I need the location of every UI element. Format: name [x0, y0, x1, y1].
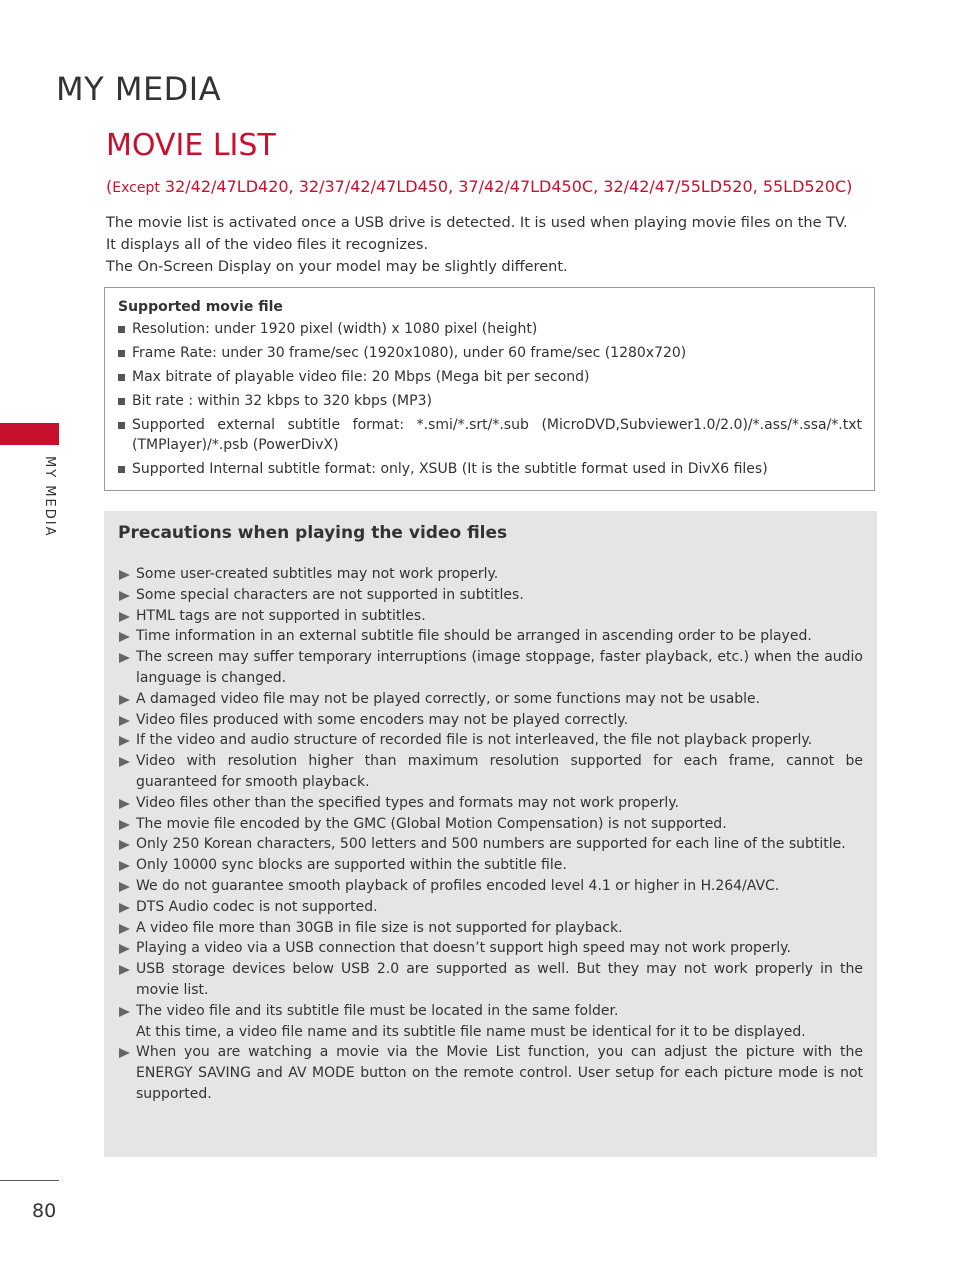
- list-item-text: Time information in an external subtitle file should be arranged in ascending order to be played.: [136, 628, 812, 645]
- supported-list: [118, 319, 862, 479]
- list-item-text: USB storage devices below USB 2.0 are supported as well. But they may not work properly in the movie list.: [136, 961, 863, 998]
- page-number: 80: [32, 1200, 57, 1222]
- triangle-arrow-icon: [119, 695, 130, 705]
- triangle-arrow-icon: [119, 799, 130, 809]
- list-item-text: Bit rate : within 32 kbps to 320 kbps (MP3): [132, 393, 432, 409]
- list-item: [118, 814, 863, 835]
- list-item: [118, 897, 863, 918]
- intro-text: [106, 212, 874, 278]
- list-item-text: Video files produced with some encoders may not be played correctly.: [136, 711, 629, 728]
- triangle-arrow-icon: [119, 1007, 130, 1017]
- exception-prefix: Except: [112, 180, 160, 196]
- list-item-text: Supported Internal subtitle format: only, XSUB (It is the subtitle format used in DivX6 files): [132, 461, 768, 477]
- exception-models: 32/42/47LD420, 32/37/42/47LD450, 37/42/47LD450C, 32/42/47/55LD520, 55LD520C): [164, 177, 853, 196]
- triangle-arrow-icon: [119, 944, 130, 954]
- square-bullet-icon: [118, 422, 125, 429]
- list-item-text: Some user-created subtitles may not work properly.: [136, 566, 499, 582]
- model-exception-line: [106, 177, 852, 196]
- intro-line: It displays all of the video files it recognizes.: [106, 237, 429, 253]
- list-item-text: The movie file encoded by the GMC (Global Motion Compensation) is not supported.: [136, 815, 727, 832]
- supported-title: Supported movie file: [118, 299, 283, 315]
- square-bullet-icon: [118, 326, 125, 333]
- list-item: [118, 855, 863, 876]
- triangle-arrow-icon: [119, 591, 130, 601]
- list-item-text: Only 250 Korean characters, 500 letters and 500 numbers are supported for each line of the subtitle.: [136, 836, 846, 853]
- list-item-text: Video files other than the specified types and formats may not work properly.: [136, 794, 680, 811]
- list-item: [118, 647, 863, 689]
- list-item-text: Resolution: under 1920 pixel (width) x 1080 pixel (height): [132, 321, 538, 337]
- triangle-arrow-icon: [119, 736, 130, 746]
- list-item-text: Only 10000 sync blocks are supported within the subtitle file.: [136, 857, 567, 874]
- list-item-text: Frame Rate: under 30 frame/sec (1920x1080), under 60 frame/sec (1280x720): [132, 345, 687, 361]
- list-item: [118, 710, 863, 731]
- list-item-text: Some special characters are not supported in subtitles.: [136, 586, 524, 603]
- list-item: [118, 606, 863, 627]
- list-item: [118, 876, 863, 897]
- list-item-text: Playing a video via a USB connection that doesn’t support high speed may not work properly.: [136, 940, 791, 957]
- list-item: [118, 1001, 863, 1043]
- list-item: [118, 564, 863, 585]
- list-item-text: We do not guarantee smooth playback of profiles encoded level 4.1 or higher in H.264/AVC.: [136, 877, 780, 894]
- list-item-text: The screen may suffer temporary interruptions (image stoppage, faster playback, etc.) when the audio language is changed.: [136, 649, 863, 686]
- list-item: [118, 834, 863, 855]
- list-item: [118, 343, 862, 363]
- list-item-text: HTML tags are not supported in subtitles.: [136, 607, 426, 624]
- triangle-arrow-icon: [119, 861, 130, 871]
- side-accent-bar: [0, 423, 59, 445]
- footer-rule: [0, 1180, 59, 1181]
- precautions-list: [118, 564, 863, 1105]
- list-item-text: If the video and audio structure of recorded file is not interleaved, the file not playback properly.: [136, 732, 813, 749]
- triangle-arrow-icon: [119, 716, 130, 726]
- square-bullet-icon: [118, 398, 125, 405]
- triangle-arrow-icon: [119, 757, 130, 767]
- same-folder-note: At this time, a video file name and its subtitle file name must be identical for it to be displayed.: [136, 1023, 806, 1040]
- page-title: MOVIE LIST: [106, 128, 276, 163]
- list-item: [118, 415, 862, 455]
- triangle-arrow-icon: [119, 820, 130, 830]
- list-item: [118, 391, 862, 411]
- triangle-arrow-icon: [119, 570, 130, 580]
- list-item: [118, 751, 863, 793]
- supported-movie-file-box: [104, 287, 875, 491]
- side-section-label: MY MEDIA: [42, 456, 57, 538]
- list-item-text: The video file and its subtitle file must be located in the same folder.: [136, 1002, 619, 1019]
- list-item: [118, 730, 863, 751]
- intro-line: The movie list is activated once a USB drive is detected. It is used when playing movie files on the TV.: [106, 215, 848, 231]
- precautions-panel: [104, 511, 877, 1157]
- triangle-arrow-icon: [119, 882, 130, 892]
- list-item-text: DTS Audio codec is not supported.: [136, 898, 378, 915]
- exception-open-paren: (: [106, 177, 113, 196]
- square-bullet-icon: [118, 350, 125, 357]
- list-item: [118, 689, 863, 710]
- list-item: [118, 918, 863, 939]
- list-item-text: A damaged video file may not be played correctly, or some functions may not be usable.: [136, 690, 761, 707]
- list-item: [118, 367, 862, 387]
- list-item-text: Max bitrate of playable video file: 20 Mbps (Mega bit per second): [132, 369, 590, 385]
- triangle-arrow-icon: [119, 965, 130, 975]
- list-item-text: A video file more than 30GB in file size is not supported for playback.: [136, 919, 623, 936]
- triangle-arrow-icon: [119, 903, 130, 913]
- list-item: [118, 793, 863, 814]
- section-title: MY MEDIA: [56, 70, 222, 108]
- list-item: [118, 938, 863, 959]
- list-item-text: Video with resolution higher than maximum resolution supported for each frame, cannot be guaranteed for smooth playback.: [136, 753, 863, 790]
- list-item-text: When you are watching a movie via the Movie List function, you can adjust the picture with the ENERGY SAVING and AV MODE button on the remote control. User setup for each picture mode is not supported.: [136, 1044, 863, 1102]
- list-item: [118, 959, 863, 1001]
- list-item: [118, 626, 863, 647]
- square-bullet-icon: [118, 466, 125, 473]
- square-bullet-icon: [118, 374, 125, 381]
- triangle-arrow-icon: [119, 924, 130, 934]
- list-item-text: Supported external subtitle format: *.smi/*.srt/*.sub (MicroDVD,Subviewer1.0/2.0)/*.ass/*.ssa/*.txt (TMPlayer)/*.psb (PowerDivX): [132, 417, 862, 453]
- list-item: [118, 1042, 863, 1104]
- triangle-arrow-icon: [119, 840, 130, 850]
- triangle-arrow-icon: [119, 632, 130, 642]
- triangle-arrow-icon: [119, 653, 130, 663]
- precautions-title: Precautions when playing the video files: [118, 523, 508, 543]
- list-item: [118, 459, 862, 479]
- list-item: [118, 319, 862, 339]
- intro-line: The On-Screen Display on your model may be slightly different.: [106, 259, 568, 275]
- list-item: [118, 585, 863, 606]
- triangle-arrow-icon: [119, 1048, 130, 1058]
- triangle-arrow-icon: [119, 612, 130, 622]
